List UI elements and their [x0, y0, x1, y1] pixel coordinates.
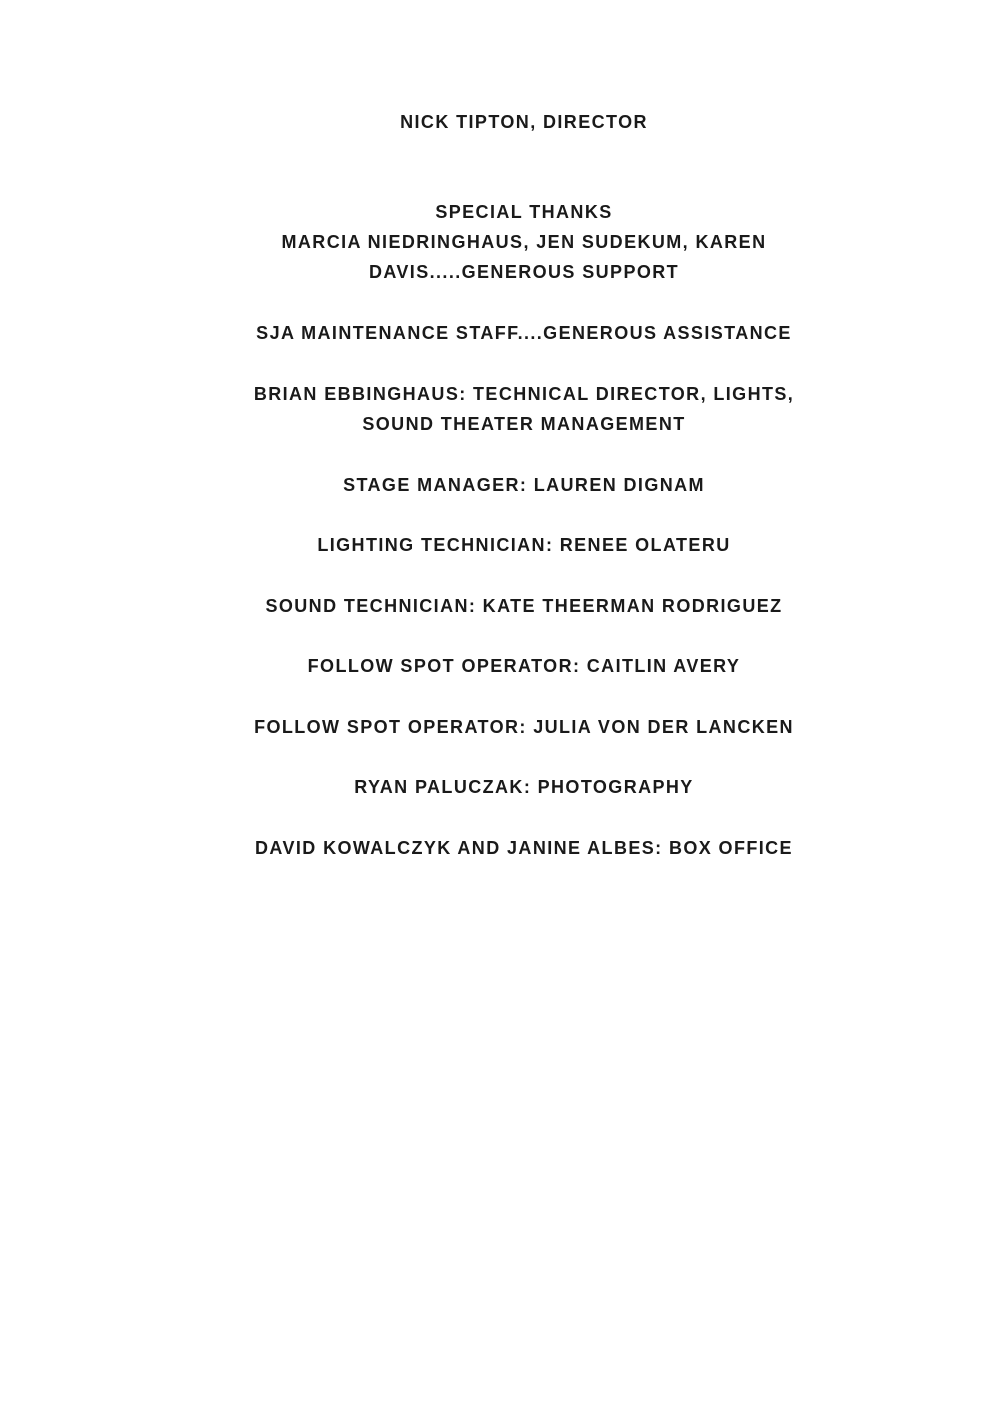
technical-director-credit-continued: SOUND THEATER MANAGEMENT — [362, 414, 686, 434]
director-credit: NICK TIPTON, DIRECTOR — [400, 112, 648, 132]
sound-technician-credit: SOUND TECHNICIAN: KATE THEERMAN RODRIGUEZ — [265, 596, 783, 616]
follow-spot-credit-2: FOLLOW SPOT OPERATOR: JULIA VON DER LANCKEN — [254, 717, 794, 737]
follow-spot-credit-1: FOLLOW SPOT OPERATOR: CAITLIN AVERY — [307, 656, 741, 676]
special-thanks-support: DAVIS.....GENEROUS SUPPORT — [368, 262, 680, 282]
box-office-credit: DAVID KOWALCZYK AND JANINE ALBES: BOX OFFICE — [255, 838, 793, 858]
lighting-technician-credit: LIGHTING TECHNICIAN: RENEE OLATERU — [317, 535, 731, 555]
technical-director-credit: BRIAN EBBINGHAUS: TECHNICAL DIRECTOR, LIGHTS, — [253, 384, 795, 404]
photography-credit: RYAN PALUCZAK: PHOTOGRAPHY — [354, 777, 694, 797]
special-thanks-names: MARCIA NIEDRINGHAUS, JEN SUDEKUM, KAREN — [281, 232, 767, 252]
stage-manager-credit: STAGE MANAGER: LAUREN DIGNAM — [343, 475, 705, 495]
maintenance-credit: SJA MAINTENANCE STAFF....GENEROUS ASSISTANCE — [256, 323, 792, 343]
special-thanks-heading: SPECIAL THANKS — [435, 202, 613, 222]
